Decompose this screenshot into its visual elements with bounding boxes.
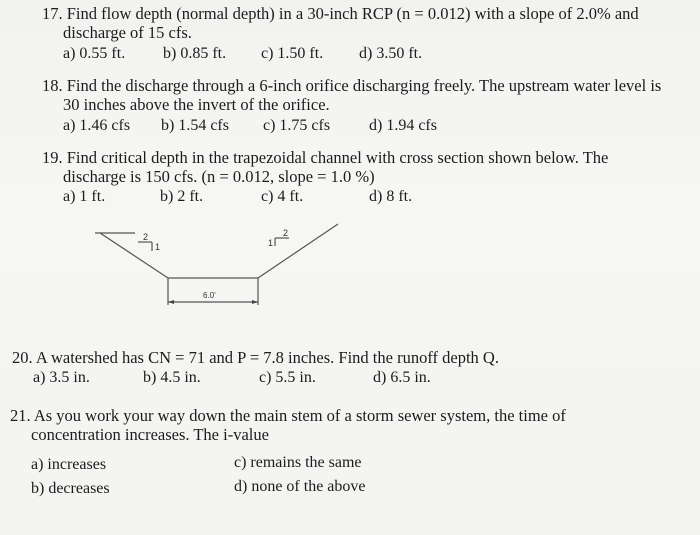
option-c[interactable]: c) 1.75 cfs bbox=[263, 117, 331, 134]
right-side-slope bbox=[258, 224, 338, 278]
option-b[interactable]: b) 4.5 in. bbox=[143, 369, 201, 386]
option-d[interactable]: d) 6.5 in. bbox=[373, 369, 431, 386]
option-c[interactable]: c) 5.5 in. bbox=[259, 369, 316, 386]
question-20-text-line1: 20. A watershed has CN = 71 and P = 7.8 inches. Find the runoff depth Q. bbox=[12, 348, 499, 367]
left-side-slope bbox=[100, 233, 168, 278]
right-slope-v-label: 1 bbox=[268, 238, 274, 248]
option-c[interactable]: c) 1.50 ft. bbox=[261, 45, 324, 62]
question-21 bbox=[10, 406, 566, 444]
dim-arrow-right bbox=[252, 300, 258, 304]
question-18-text-line2: 30 inches above the invert of the orifice. bbox=[63, 95, 330, 114]
question-20 bbox=[12, 348, 499, 367]
question-17-text-line2: discharge of 15 cfs. bbox=[63, 23, 192, 42]
dim-arrow-left bbox=[168, 300, 174, 304]
option-c[interactable]: c) 4 ft. bbox=[261, 188, 304, 205]
question-18-text-line1: 18. Find the discharge through a 6-inch orifice discharging freely. The upstream water level is bbox=[42, 76, 662, 95]
question-21-text-line1: 21. As you work your way down the main stem of a storm sewer system, the time of bbox=[10, 406, 566, 425]
option-a[interactable]: a) 1.46 cfs bbox=[63, 117, 131, 134]
option-b[interactable]: b) 0.85 ft. bbox=[163, 45, 227, 62]
option-b[interactable]: b) decreases bbox=[31, 480, 110, 497]
bottom-width-label: 6.0' bbox=[203, 291, 216, 300]
question-21-text-line2: concentration increases. The i-value bbox=[31, 425, 269, 444]
option-a[interactable]: a) 3.5 in. bbox=[33, 369, 90, 386]
right-slope-h-label: 2 bbox=[283, 228, 289, 238]
left-slope-h-label: 2 bbox=[143, 232, 149, 242]
option-a[interactable]: a) increases bbox=[31, 456, 107, 473]
question-17-text-line1: 17. Find flow depth (normal depth) in a 30-inch RCP (n = 0.012) with a slope of 2.0% and bbox=[42, 4, 639, 23]
option-a[interactable]: a) 0.55 ft. bbox=[63, 45, 126, 62]
option-d[interactable]: d) 8 ft. bbox=[369, 188, 413, 205]
option-c[interactable]: c) remains the same bbox=[234, 454, 362, 471]
option-d[interactable]: d) 3.50 ft. bbox=[359, 45, 423, 62]
option-d[interactable]: d) none of the above bbox=[234, 478, 366, 495]
question-19-text-line2: discharge is 150 cfs. (n = 0.012, slope = 1.0 %) bbox=[63, 167, 375, 186]
option-b[interactable]: b) 1.54 cfs bbox=[161, 117, 229, 134]
option-d[interactable]: d) 1.94 cfs bbox=[369, 117, 437, 134]
left-slope-v-label: 1 bbox=[155, 242, 161, 252]
option-b[interactable]: b) 2 ft. bbox=[160, 188, 204, 205]
question-19-text-line1: 19. Find critical depth in the trapezoidal channel with cross section shown below. The bbox=[42, 148, 609, 167]
option-a[interactable]: a) 1 ft. bbox=[63, 188, 106, 205]
